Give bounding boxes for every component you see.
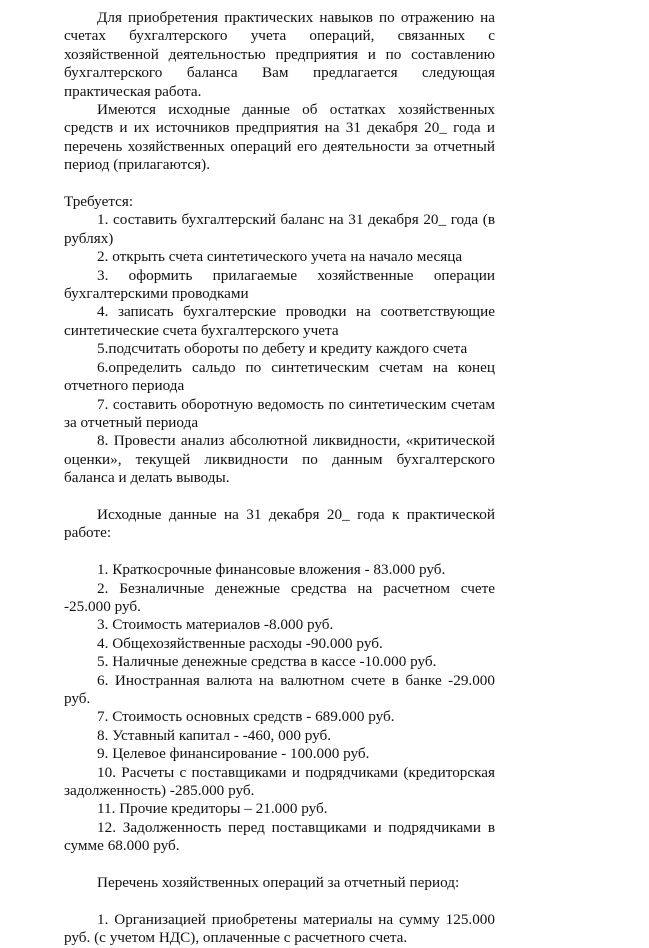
spacer (64, 175, 495, 193)
operation-item: 1. Организацией приобретены материалы на сумму 125.000 руб. (с учетом НДС), оплаченные с расчетного счета. (64, 910, 495, 947)
initial-data-item: 6. Иностранная валюта на валютном счете в банке -29.000 руб. (64, 671, 495, 707)
spacer (64, 856, 495, 874)
initial-data-heading: Исходные данные на 31 декабря 20_ года к практической работе: (64, 505, 495, 542)
requirement-item: 5.подсчитать обороты по дебету и кредиту каждого счета (97, 340, 468, 358)
requirement-item: 2. открыть счета синтетического учета на начало месяца (97, 248, 463, 266)
requirement-item: 3. оформить прилагаемые хозяйственные операции бухгалтерскими проводками (64, 266, 495, 303)
spacer (64, 488, 495, 506)
document-page (64, 9, 495, 948)
requirements-heading: Требуется: (64, 193, 134, 211)
requirement-item: 4. записать бухгалтерские проводки на соответствующие синтетические счета бухгалтерского учета (64, 303, 495, 339)
initial-data-item: 8. Уставный капитал - -460, 000 руб. (97, 726, 332, 744)
initial-data-item: 10. Расчеты с поставщиками и подрядчиками (кредиторская задолженность) -285.000 руб. (64, 763, 495, 800)
requirement-item: 8. Провести анализ абсолютной ликвидности, «критической оценки», текущей ликвидности по данным бухгалтерского баланса и делать выводы. (64, 432, 495, 487)
initial-data-item: 3. Стоимость материалов -8.000 руб. (97, 616, 334, 634)
initial-data-item: 11. Прочие кредиторы – 21.000 руб. (97, 800, 328, 818)
spacer (64, 543, 495, 561)
requirement-item: 7. составить оборотную ведомость по синтетическим счетам за отчетный периода (64, 395, 495, 431)
initial-data-item: 4. Общехозяйственные расходы -90.000 руб. (97, 634, 383, 652)
spacer (64, 892, 495, 910)
requirement-item: 6.определить сальдо по синтетическим счетам на конец отчетного периода (64, 358, 495, 395)
operations-heading: Перечень хозяйственных операций за отчетный период: (97, 874, 460, 892)
initial-data-item: 2. Безналичные денежные средства на расчетном счете -25.000 руб. (64, 579, 495, 615)
initial-data-item: 1. Краткосрочные финансовые вложения - 83.000 руб. (97, 561, 446, 579)
initial-data-item: 9. Целевое финансирование - 100.000 руб. (97, 745, 370, 763)
initial-data-item: 12. Задолженность перед поставщиками и подрядчиками в сумме 68.000 руб. (64, 818, 495, 855)
initial-data-item: 7. Стоимость основных средств - 689.000 руб. (97, 708, 395, 726)
intro-paragraph: Имеются исходные данные об остатках хозяйственных средств и их источников предприятия на 31 декабря 20_ года и перечень хозяйственных операций его деятельности за отчетный период (прилагаются). (64, 101, 495, 174)
requirement-item: 1. составить бухгалтерский баланс на 31 декабря 20_ года (в рублях) (64, 211, 495, 247)
initial-data-item: 5. Наличные денежные средства в кассе -10.000 руб. (97, 653, 437, 671)
intro-paragraph: Для приобретения практических навыков по отражению на счетах бухгалтерского учета операций, связанных с хозяйственной деятельностью предприятия и по составлению бухгалтерского баланса Вам предлагается следующая практическая работа. (64, 9, 495, 100)
